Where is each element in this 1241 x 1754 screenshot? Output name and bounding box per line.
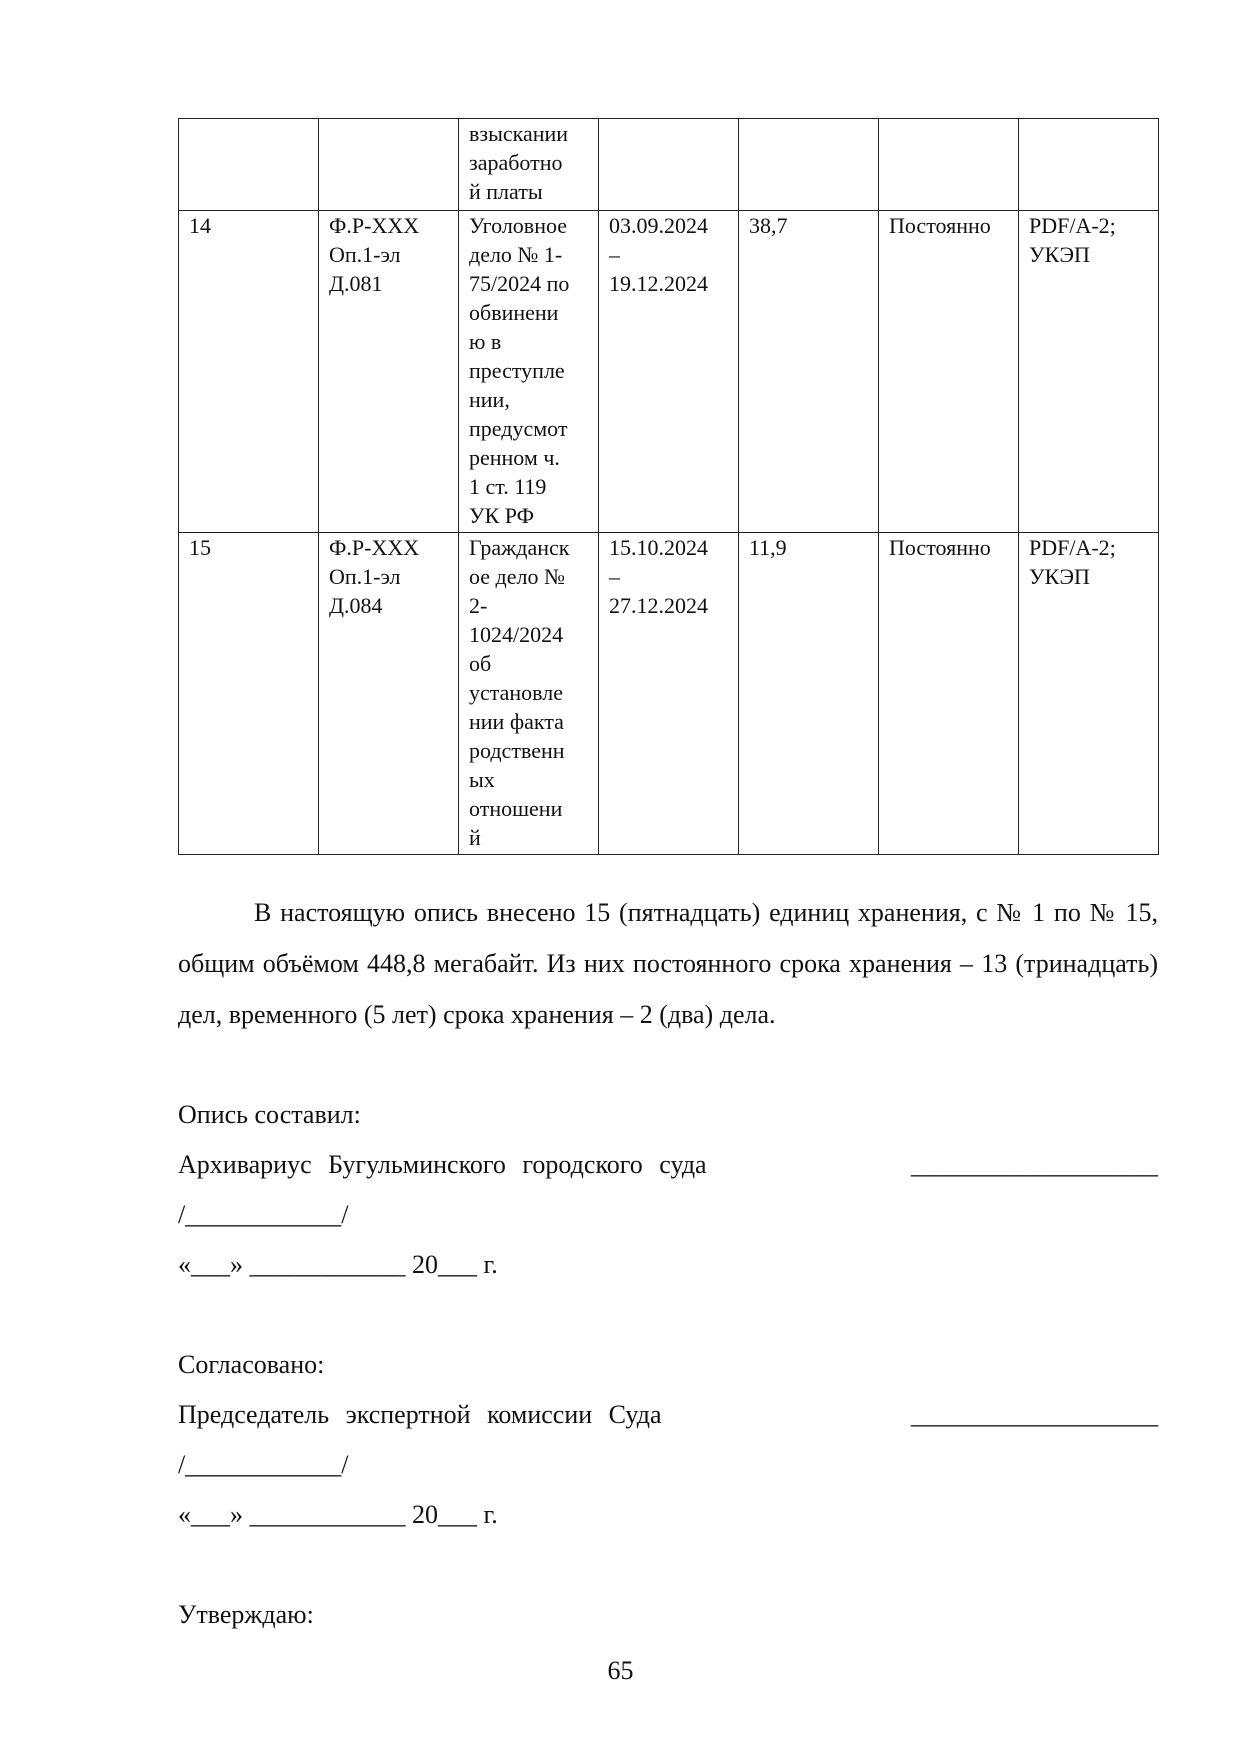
compiled-name-line: /____________/ (178, 1200, 349, 1229)
cell-index (319, 119, 459, 211)
page-number: 65 (607, 1656, 634, 1685)
cell-size (739, 119, 879, 211)
agreed-signature-line: ___________________ (911, 1400, 1158, 1429)
cell-storage-term: Постоянно (879, 533, 1019, 855)
summary-paragraph: В настоящую опись внесено 15 (пятнадцать) единиц хранения, с № 1 по № 15, общим объёмом 448,8 мегабайт. Из них постоянного срока хранения – 13 (тринадцать) дел, временного (5 лет) срока хранения – 2 (два) дела. (178, 898, 1158, 1029)
table-row (179, 533, 1159, 855)
cell-title: Гражданск ое дело № 2- 1024/2024 об установле нии факта родственн ых отношени й (459, 533, 599, 855)
agreed-signature-row (178, 1398, 1158, 1432)
inventory-table (178, 118, 1159, 855)
cell-index: Ф.Р-ХХХ Оп.1-эл Д.081 (319, 211, 459, 533)
cell-format: PDF/A-2; УКЭП (1019, 533, 1159, 855)
agreed-position: Председатель экспертной комиссии Суда (178, 1400, 662, 1429)
cell-dates: 03.09.2024 – 19.12.2024 (599, 211, 739, 533)
cell-number (179, 119, 319, 211)
cell-title: взыскании заработно й платы (459, 119, 599, 211)
cell-number: 14 (179, 211, 319, 533)
cell-title: Уголовное дело № 1- 75/2024 по обвинени ю в преступле нии, предусмот ренном ч. 1 ст. 119 УК РФ (459, 211, 599, 533)
cell-size: 11,9 (739, 533, 879, 855)
agreed-heading: Согласовано: (178, 1350, 325, 1379)
cell-format: PDF/A-2; УКЭП (1019, 211, 1159, 533)
agreed-name-line: /____________/ (178, 1450, 349, 1479)
cell-size: 38,7 (739, 211, 879, 533)
table-row (179, 211, 1159, 533)
cell-index: Ф.Р-ХХХ Оп.1-эл Д.084 (319, 533, 459, 855)
compiled-position: Архивариус Бугульминского городского суда (178, 1150, 707, 1179)
cell-dates (599, 119, 739, 211)
compiled-date-line: «___» ____________ 20___ г. (178, 1250, 498, 1279)
cell-storage-term: Постоянно (879, 211, 1019, 533)
compiled-signature-line: ___________________ (911, 1150, 1158, 1179)
cell-format (1019, 119, 1159, 211)
cell-number: 15 (179, 533, 319, 855)
compiled-heading: Опись составил: (178, 1100, 361, 1129)
table-row (179, 119, 1159, 211)
cell-dates: 15.10.2024 – 27.12.2024 (599, 533, 739, 855)
cell-storage-term (879, 119, 1019, 211)
compiled-signature-row (178, 1148, 1158, 1182)
agreed-date-line: «___» ____________ 20___ г. (178, 1500, 498, 1529)
approved-heading: Утверждаю: (178, 1600, 314, 1629)
